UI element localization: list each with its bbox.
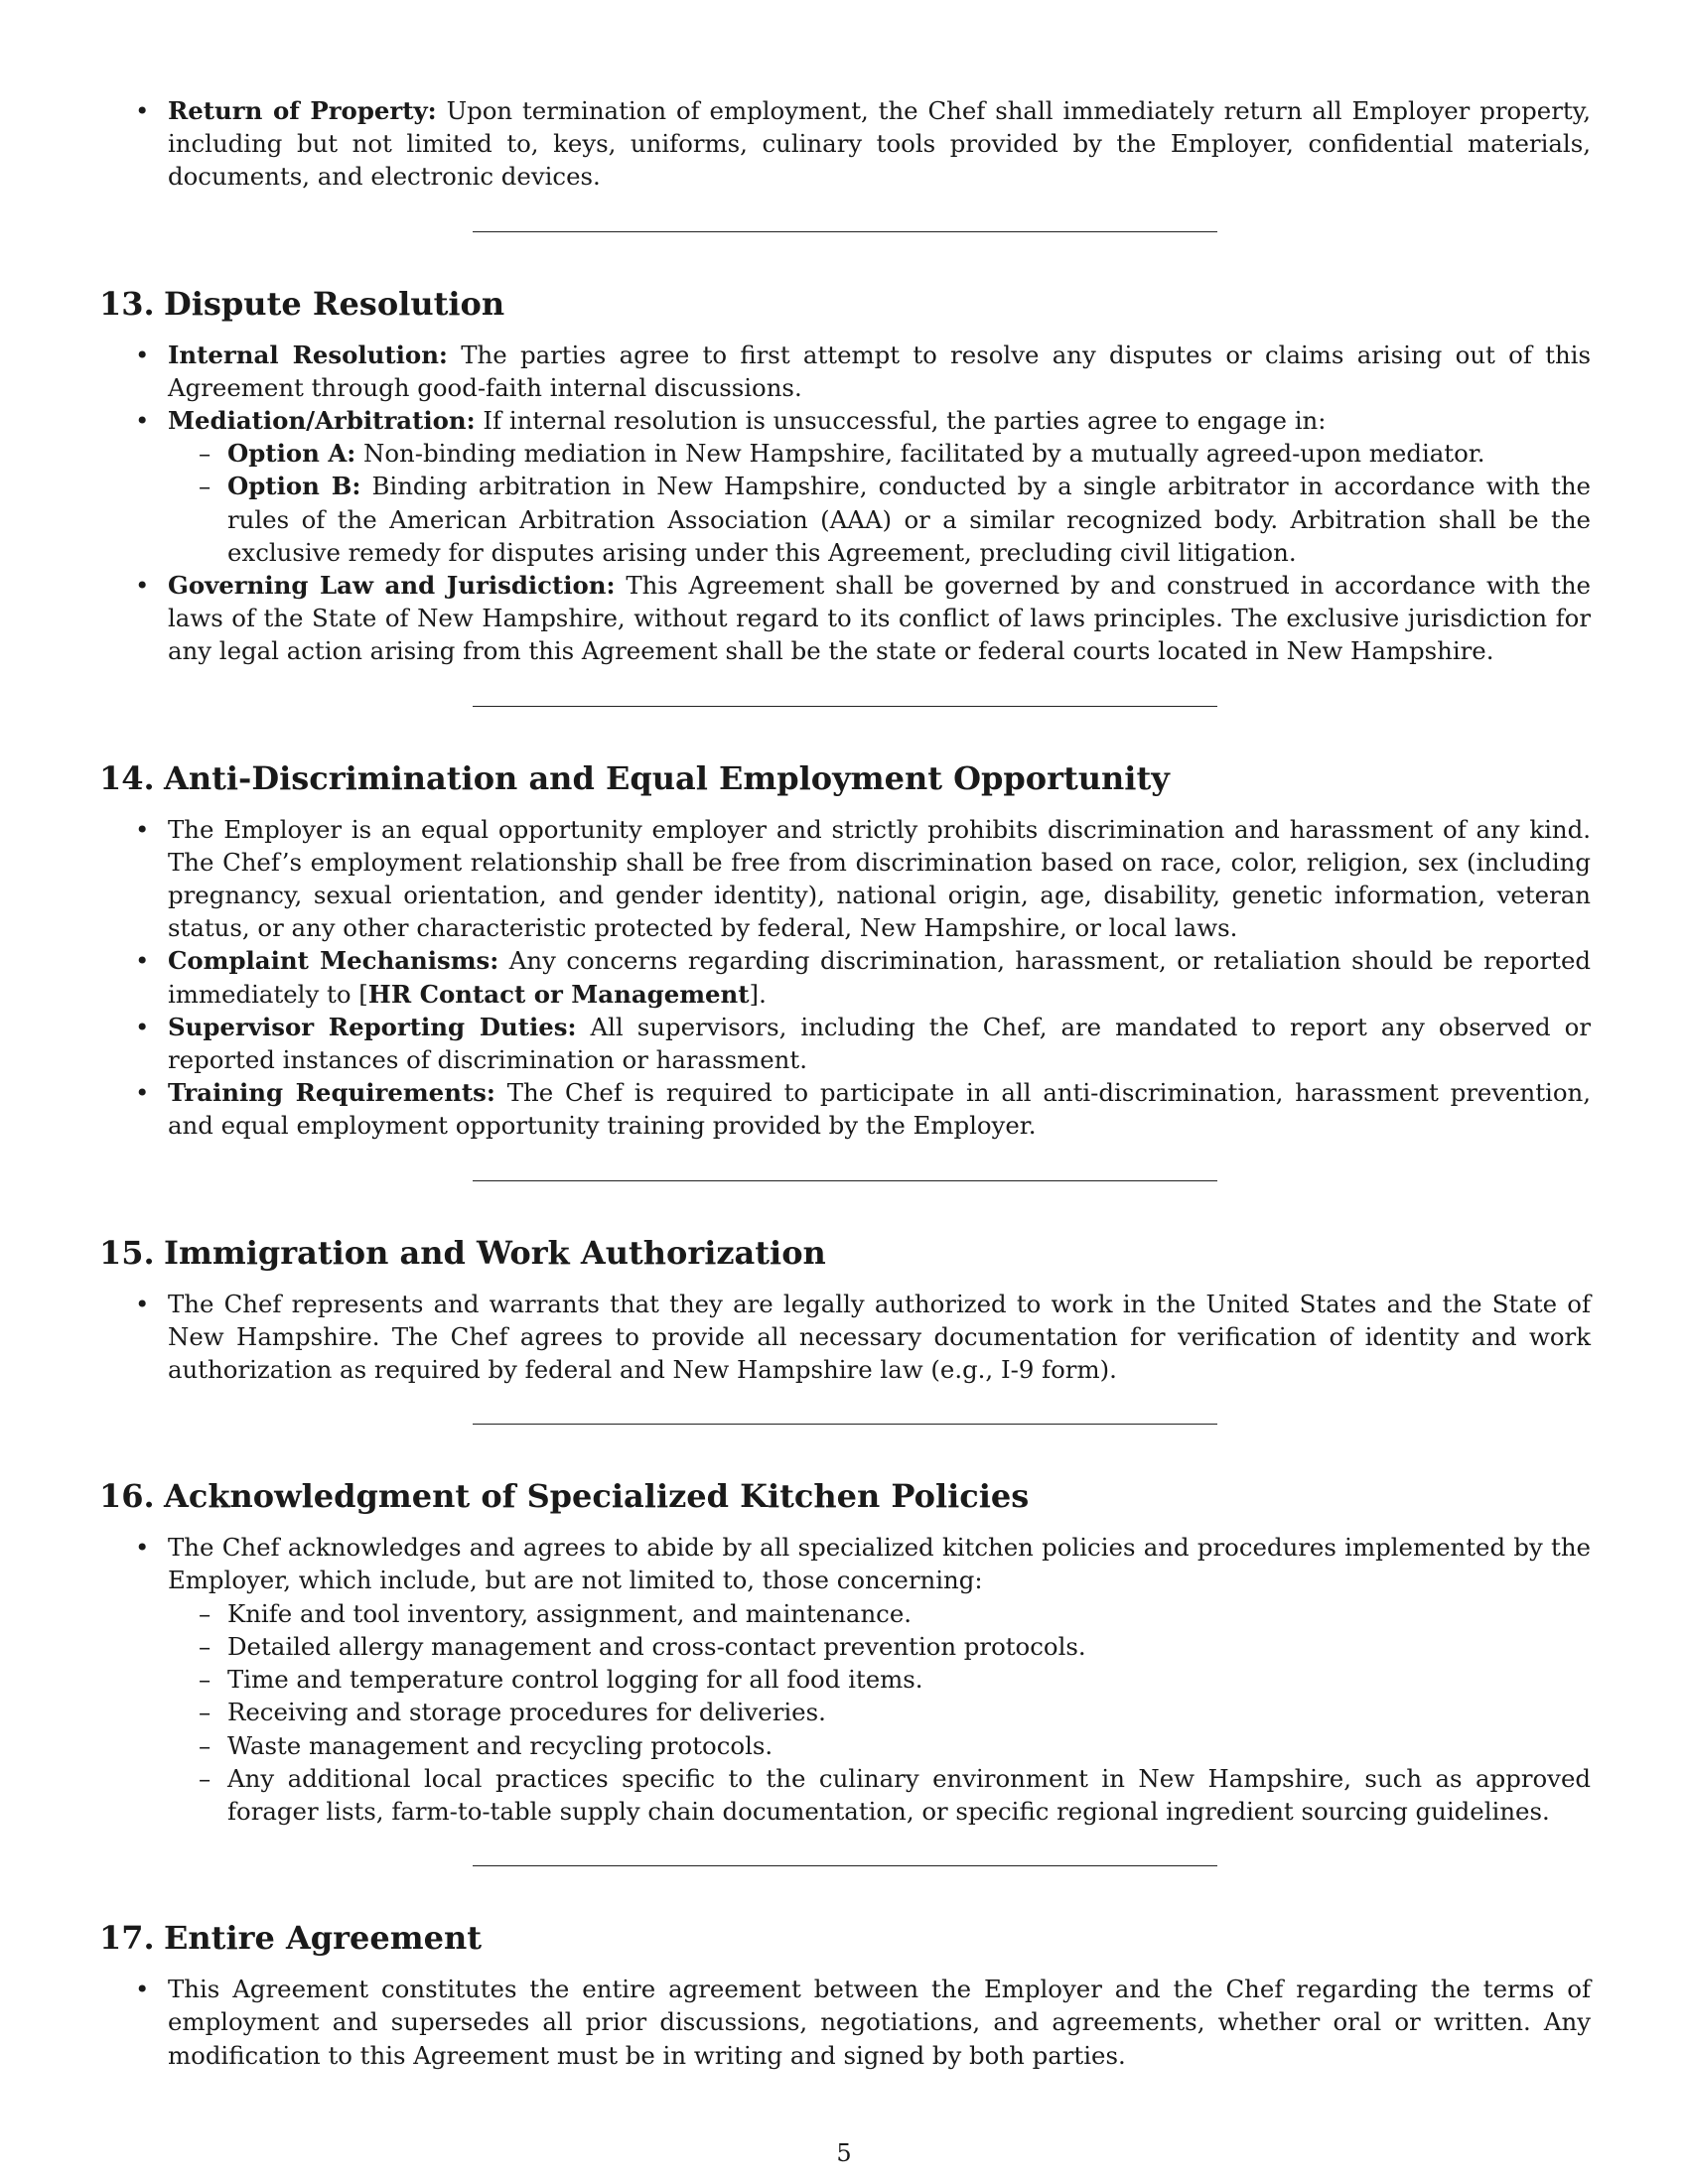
- sub-item-text: Time and temperature control logging for all food items.: [227, 1665, 923, 1695]
- section-kitchen-policies: [99, 1476, 1591, 1828]
- sub-item-text: Binding arbitration in New Hampshire, conducted by a single arbitrator in accordance with the rules of the American Arbitration Association (AAA) or a similar recognized body. Arbitration shall be the exclusive remedy for disputes arising under this Agreement, precluding civil litigation.: [227, 472, 1591, 567]
- section-title: Entire Agreement: [164, 1919, 482, 1958]
- contact-placeholder: HR Contact or Management: [367, 979, 750, 1009]
- section-entire-agreement: [99, 1918, 1591, 2072]
- section-title: Immigration and Work Authorization: [164, 1233, 826, 1272]
- intro-list: [99, 94, 1591, 194]
- item-text: If internal resolution is unsuccessful, the parties agree to engage in:: [483, 406, 1327, 436]
- section-list: [99, 813, 1591, 1143]
- sub-item-label: Option A:: [227, 439, 356, 469]
- section-number: 16.: [99, 1477, 155, 1516]
- section-anti-discrimination: [99, 758, 1591, 1143]
- section-number: 13.: [99, 284, 155, 323]
- document-page: [99, 94, 1591, 2072]
- list-item: [99, 339, 1591, 404]
- sub-item: [168, 470, 1591, 569]
- sub-item-text: Detailed allergy management and cross-contact prevention protocols.: [227, 1631, 1086, 1661]
- item-label: Governing Law and Jurisdiction:: [168, 571, 616, 601]
- section-title: Dispute Resolution: [164, 284, 505, 323]
- sub-list: [168, 437, 1591, 569]
- sub-item-text: Any additional local practices specific to the culinary environment in New Hampshire, such as approved forager lists, farm-to-table supply chain documentation, or specific regional ingredient sourcing guidelines.: [227, 1763, 1591, 1826]
- section-divider: [473, 1424, 1217, 1425]
- list-item: [99, 1973, 1591, 2072]
- sub-item: [168, 1663, 1591, 1696]
- section-number: 15.: [99, 1233, 155, 1272]
- sub-item: [168, 1762, 1591, 1828]
- item-label: Training Requirements:: [168, 1078, 495, 1108]
- section-divider: [473, 1865, 1217, 1866]
- section-heading: [99, 1233, 1591, 1273]
- item-text: The parties agree to first attempt to resolve any disputes or claims arising out of this Agreement through good-faith internal discussions.: [168, 340, 1591, 402]
- section-title: Acknowledgment of Specialized Kitchen Policies: [164, 1477, 1030, 1516]
- item-text: Any concerns regarding discrimination, harassment, or retaliation should be reported immediately to: [168, 946, 1591, 1009]
- item-label: Internal Resolution:: [168, 340, 448, 369]
- sub-item: [168, 1630, 1591, 1663]
- section-number: 14.: [99, 758, 155, 797]
- item-text: This Agreement constitutes the entire agreement between the Employer and the Chef regarding the terms of employment and supersedes all prior discussions, negotiations, and agreements, whether oral or written. Any modification to this Agreement must be in writing and signed by both parties.: [168, 1975, 1591, 2070]
- sub-item: [168, 1729, 1591, 1762]
- section-heading: [99, 1918, 1591, 1958]
- item-text: The Employer is an equal opportunity employer and strictly prohibits discrimination and harassment of any kind. The Chef’s employment relationship shall be free from discrimination based on race, color, religion, sex (including pregnancy, sexual orientation, and gender identity), national origin, age, disability, genetic information, veteran status, or any other characteristic protected by federal, New Hampshire, or local laws.: [168, 814, 1591, 943]
- item-text: Upon termination of employment, the Chef shall immediately return all Employer property, including but not limited to, keys, uniforms, culinary tools provided by the Employer, confidential materials, documents, and electronic devices.: [168, 96, 1591, 192]
- item-label: Supervisor Reporting Duties:: [168, 1012, 577, 1041]
- sub-list: [168, 1597, 1591, 1828]
- section-list: [99, 1973, 1591, 2072]
- section-divider: [473, 1180, 1217, 1181]
- list-item-return-of-property: [99, 94, 1591, 194]
- item-label: Return of Property:: [168, 96, 437, 125]
- section-list: [99, 1531, 1591, 1828]
- sub-item-text: Receiving and storage procedures for deliveries.: [227, 1698, 826, 1727]
- item-text: The Chef acknowledges and agrees to abide by all specialized kitchen policies and procedures implemented by the Employer, which include, but are not limited to, those concerning:: [168, 1533, 1591, 1595]
- section-dispute-resolution: [99, 284, 1591, 668]
- item-text: This Agreement shall be governed by and construed in accordance with the laws of the State of New Hampshire, without regard to its conflict of laws principles. The exclusive jurisdiction for any legal action arising from this Agreement shall be the state or federal courts located in New Hampshire.: [168, 571, 1591, 666]
- section-heading: [99, 284, 1591, 324]
- list-item: [99, 1288, 1591, 1387]
- item-label: Complaint Mechanisms:: [168, 946, 499, 976]
- item-text: The Chef represents and warrants that they are legally authorized to work in the United States and the State of New Hampshire. The Chef agrees to provide all necessary documentation for verification of identity and work authorization as required by federal and New Hampshire law (e.g., I-9 form).: [168, 1289, 1591, 1385]
- section-heading: [99, 758, 1591, 798]
- sub-item-label: Option B:: [227, 472, 361, 501]
- sub-item: [168, 437, 1591, 470]
- section-list: [99, 339, 1591, 668]
- list-item: [99, 1531, 1591, 1828]
- sub-item-text: Knife and tool inventory, assignment, and maintenance.: [227, 1598, 913, 1628]
- page-number: 5: [836, 2139, 852, 2167]
- list-item: [99, 569, 1591, 668]
- item-text: All supervisors, including the Chef, are mandated to report any observed or reported instances of discrimination or harassment.: [168, 1012, 1591, 1075]
- sub-item-text: Waste management and recycling protocols.: [227, 1730, 774, 1760]
- section-divider: [473, 706, 1217, 707]
- section-list: [99, 1288, 1591, 1387]
- section-immigration: [99, 1233, 1591, 1387]
- section-number: 17.: [99, 1919, 155, 1958]
- list-item: • Complaint Mechanisms: Any concerns regarding discrimination, harassment, or retaliation should be reported immediately to [HR Contact or Management].: [99, 944, 1591, 1010]
- section-divider: [473, 231, 1217, 232]
- sub-item: [168, 1597, 1591, 1630]
- list-item: [99, 1011, 1591, 1076]
- list-item: [99, 404, 1591, 569]
- section-heading: [99, 1476, 1591, 1516]
- item-text: The Chef is required to participate in all anti-discrimination, harassment prevention, and equal employment opportunity training provided by the Employer.: [168, 1078, 1592, 1141]
- item-label: Mediation/Arbitration:: [168, 406, 476, 436]
- list-item: [99, 1076, 1591, 1142]
- section-title: Anti-Discrimination and Equal Employment Opportunity: [164, 758, 1170, 797]
- sub-item-text: Non-binding mediation in New Hampshire, facilitated by a mutually agreed-upon mediator.: [363, 439, 1485, 469]
- list-item: [99, 813, 1591, 945]
- sub-item: [168, 1696, 1591, 1728]
